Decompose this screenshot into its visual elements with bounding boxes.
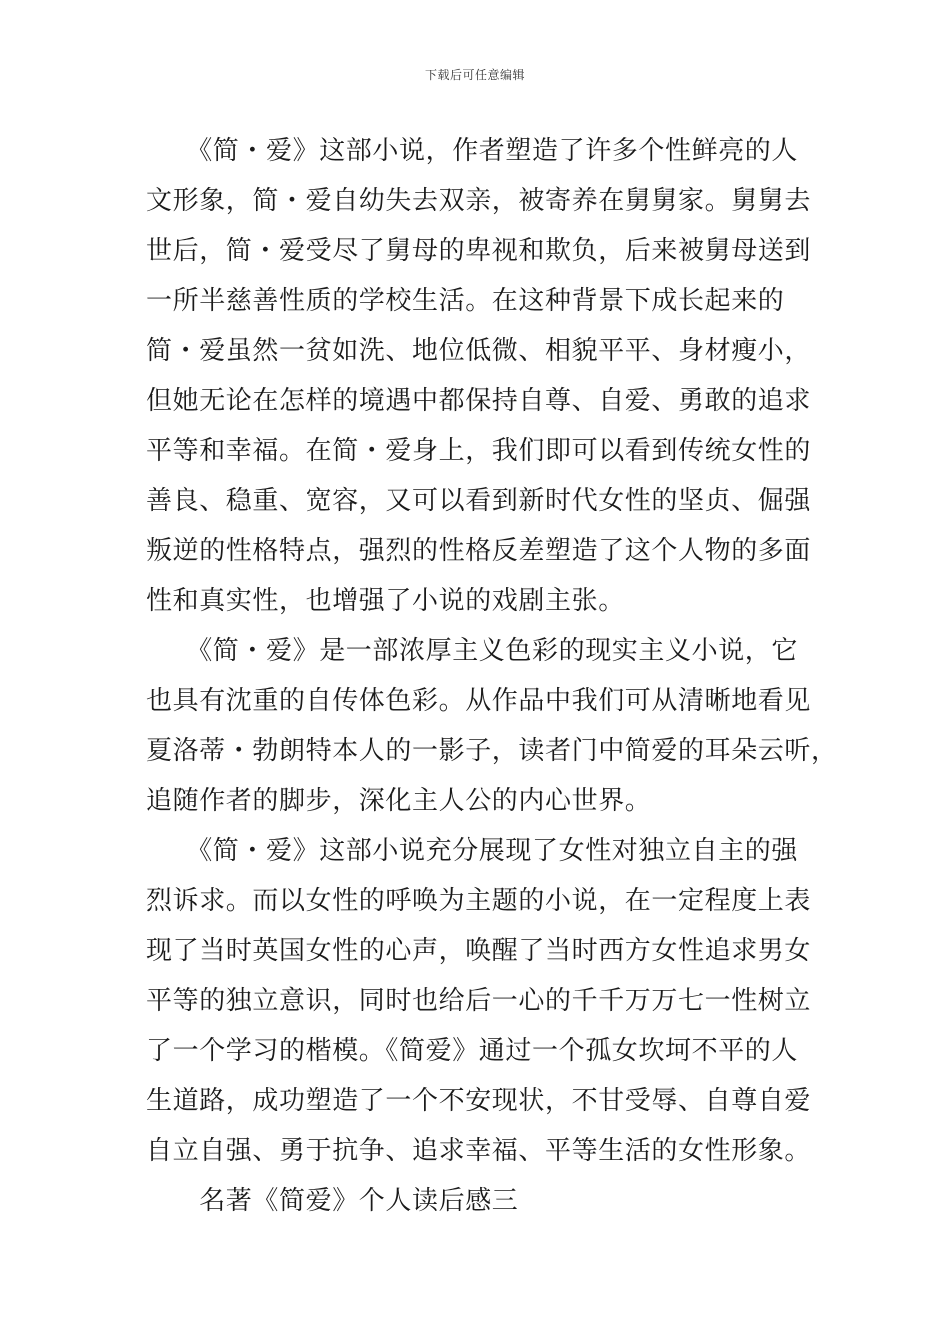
text-line: 平等的独立意识，同时也给后一心的千千万万七一性树立	[146, 986, 812, 1016]
text-line: 善良、稳重、宽容，又可以看到新时代女性的坚贞、倔强	[146, 486, 812, 516]
page-header: 下载后可任意编辑	[424, 68, 525, 82]
text-line: 烈诉求。而以女性的呼唤为主题的小说，在一定程度上表	[146, 886, 812, 916]
text-line: 了一个学习的楷模。《简爱》通过一个孤女坎坷不平的人	[146, 1036, 799, 1066]
text-line: 简・爱虽然一贫如洗、地位低微、相貌平平、身材瘦小，	[146, 336, 812, 366]
text-line: 文形象，简・爱自幼失去双亲，被寄养在舅舅家。舅舅去	[146, 186, 812, 216]
section-heading: 名著《简爱》个人读后感三	[146, 1186, 519, 1216]
text-line: 现了当时英国女性的心声，唤醒了当时西方女性追求男女	[146, 936, 812, 966]
text-line: 自立自强、勇于抗争、追求幸福、平等生活的女性形象。	[146, 1136, 812, 1166]
text-line: 《简・爱》这部小说，作者塑造了许多个性鲜亮的人	[146, 136, 799, 166]
text-line: 叛逆的性格特点，强烈的性格反差塑造了这个人物的多面	[146, 536, 812, 566]
text-line: 性和真实性，也增强了小说的戏剧主张。	[146, 586, 625, 616]
text-line: 夏洛蒂・勃朗特本人的一影子，读者门中简爱的耳朵云听，	[146, 736, 838, 766]
text-line: 《简・爱》是一部浓厚主义色彩的现实主义小说，它	[146, 636, 799, 666]
text-line: 世后，简・爱受尽了舅母的卑视和欺负，后来被舅母送到	[146, 236, 812, 266]
text-line: 但她无论在怎样的境遇中都保持自尊、自爱、勇敢的追求	[146, 386, 812, 416]
text-line: 也具有沈重的自传体色彩。从作品中我们可从清晰地看见	[146, 686, 812, 716]
text-line: 一所半慈善性质的学校生活。在这种背景下成长起来的	[146, 286, 785, 316]
text-line: 《简・爱》这部小说充分展现了女性对独立自主的强	[146, 836, 799, 866]
text-line: 平等和幸福。在简・爱身上，我们即可以看到传统女性的	[146, 436, 812, 466]
text-line: 生道路，成功塑造了一个不安现状，不甘受辱、自尊自爱	[146, 1086, 812, 1116]
text-line: 追随作者的脚步，深化主人公的内心世界。	[146, 786, 652, 816]
